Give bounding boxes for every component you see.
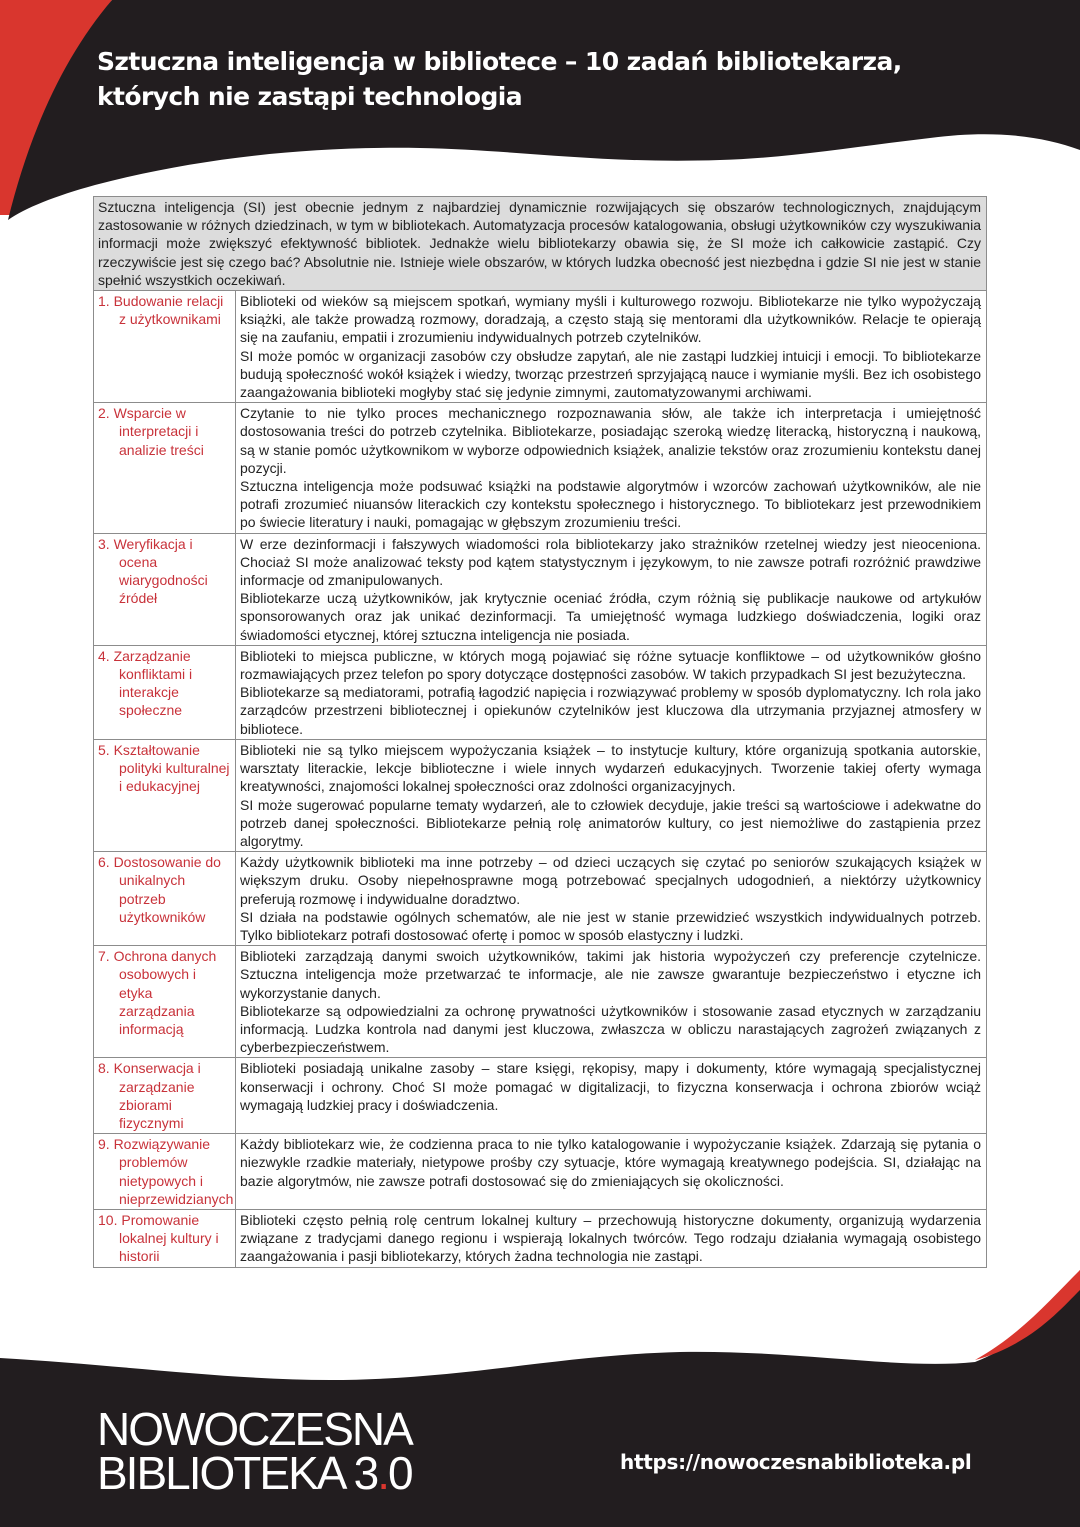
task-description-cell: [236, 852, 987, 946]
logo-dot: .: [377, 1447, 389, 1499]
task-paragraph: Każdy użytkownik biblioteki ma inne potrzeby – od dzieci uczących się czytać po seniorów szukających książek w większym druku. Osoby niepełnosprawne mogą potrzebować specjalnych udogodnień, a niektórzy użytkownicy preferują rozmowę i indywidualne doradztwo.: [240, 854, 981, 907]
table-row: [94, 1134, 987, 1210]
table-row: [94, 291, 987, 403]
task-title: 1. Budowanie relacji z użytkownikami: [98, 293, 224, 328]
intro-row: [94, 197, 987, 291]
table-row: [94, 403, 987, 533]
task-paragraph: Biblioteki to miejsca publiczne, w których mogą pojawiać się różne sytuacje konfliktowe – od użytkowników głośno rozmawiających przez telefon po spory dotyczące dostępności zasobów. W takich przypadkach SI jest bezużyteczna.: [240, 647, 981, 683]
task-title: 9. Rozwiązywanie problemów nietypowych i nieprzewidzianych: [98, 1136, 234, 1207]
table-row: [94, 852, 987, 946]
intro-text: Sztuczna inteligencja (SI) jest obecnie jednym z najbardziej dynamicznie rozwijających się obszarów technologicznych, znajdującym zastosowanie w różnych dziedzinach, w tym w bibliotekach. Automatyzacja procesów katalogowania, obsługi użytkowników czy wyszukiwania informacji może zwiększyć efektywność bibliotek. Jednakże wielu bibliotekarzy obawia się, że SI może ich całkowicie zastąpić. Czy rzeczywiście jest się czego bać? Absolutnie nie. Istnieje wiele obszarów, w których ludzka obecność jest niezbędna i gdzie SI nie jest w stanie spełnić wszystkich oczekiwań.: [94, 197, 987, 291]
task-paragraph: Sztuczna inteligencja może podsuwać książki na podstawie algorytmów i wzorców zachowań użytkowników, ale nie potrafi zrozumieć niuansów literackich czy kontekstu społecznego i historycznego. To bibliotekarz jest przewodnikiem po świecie literatury i nauki, pomagając w głębszym zrozumieniu treści.: [240, 478, 981, 531]
task-title: 2. Wsparcie w interpretacji i analizie treści: [98, 405, 204, 458]
task-title-cell: [94, 533, 236, 645]
table-row: [94, 1058, 987, 1134]
table-row: [94, 1209, 987, 1267]
logo-line-1: NOWOCZESNA: [97, 1403, 412, 1455]
task-paragraph: Biblioteki nie są tylko miejscem wypożyczania książek – to instytucje kultury, które organizują spotkania autorskie, warsztaty literackie, lekcje biblioteczne i wiele innych wydarzeń edukacyjnych. Tworzenie takiej oferty wymaga kreatywności, znajomości lokalnej społeczności oraz zdolności organizacyjnych.: [240, 741, 981, 795]
task-title: 10. Promowanie lokalnej kultury i historii: [98, 1211, 219, 1265]
logo-line-2-text: BIBLIOTEKA 3: [97, 1447, 378, 1499]
task-paragraph: Biblioteki od wieków są miejscem spotkań, wymiany myśli i kulturowego rozwoju. Bibliotekarze nie tylko wypożyczają książki, ale także prowadzą rozmowy, doradzają, a często stają się mentorami dla użytkowników. Relacje te opierają się na zaufaniu, empatii i zrozumieniu indywidualnych potrzeb czytelników.: [240, 293, 981, 346]
task-description-cell: [236, 291, 987, 403]
task-title-cell: [94, 946, 236, 1058]
task-title-cell: [94, 1134, 236, 1210]
task-title-cell: [94, 1209, 236, 1267]
task-paragraph: Biblioteki zarządzają danymi swoich użytkowników, takimi jak historia wypożyczeń czy preferencje czytelnicze. Sztuczna inteligencja może przetwarzać te informacje, ale nie zawsze gwarantuje bezpieczeństwo i etyczne ich wykorzystanie danych.: [240, 948, 981, 1001]
task-title-cell: [94, 645, 236, 739]
task-paragraph: W erze dezinformacji i fałszywych wiadomości rola bibliotekarzy jako strażników rzetelnej wiedzy jest nieoceniona. Chociaż SI może analizować teksty pod kątem statystycznym i językowym, to nie zawsze potrafi rozróżnić prawdziwe informacje od zmanipulowanych.: [240, 535, 981, 589]
task-description-cell: [236, 1209, 987, 1267]
task-title-cell: [94, 852, 236, 946]
task-title: 7. Ochrona danych osobowych i etyka zarządzania informacją: [98, 948, 217, 1037]
task-title: 4. Zarządzanie konfliktami i interakcje społeczne: [98, 647, 193, 719]
task-description-cell: [236, 533, 987, 645]
task-description-cell: [236, 645, 987, 739]
task-title-cell: [94, 739, 236, 851]
task-description-cell: [236, 1134, 987, 1210]
task-paragraph: SI może pomóc w organizacji zasobów czy obsłudze zapytań, ale nie zastąpi ludzkiej intuicji i emocji. To bibliotekarze budują społeczność wokół książek i wiedzy, tworząc przestrzeń sprzyjającą nauce i wymianie myśli. Bez ich osobistego zaangażowania biblioteki mogłyby stać się jedynie zimnymi, zautomatyzowanymi archiwami.: [240, 347, 981, 401]
task-title-cell: [94, 403, 236, 533]
logo-line-2-end: 0: [388, 1447, 412, 1499]
task-title-cell: [94, 1058, 236, 1134]
task-description-cell: [236, 403, 987, 533]
logo-line-2: [97, 1447, 412, 1499]
task-description-cell: [236, 739, 987, 851]
page-title-line-1: Sztuczna inteligencja w bibliotece – 10 zadań bibliotekarza,: [97, 47, 902, 76]
task-description-cell: [236, 1058, 987, 1134]
table-row: [94, 533, 987, 645]
task-paragraph: Każdy bibliotekarz wie, że codzienna praca to nie tylko katalogowanie i wypożyczanie książek. Zdarzają się pytania o niezwykle rzadkie materiały, nietypowe prośby czy sytuacje, które wymagają kreatywnego podejścia. SI, działając na bazie algorytmów, nie zawsze potrafi dostosować się do zmieniających się okoliczności.: [240, 1136, 981, 1189]
task-title: 3. Weryfikacja i ocena wiarygodności źródeł: [98, 535, 208, 607]
task-paragraph: Czytanie to nie tylko proces mechanicznego rozpoznawania słów, ale także ich interpretacja i umiejętność dostosowania treści do potrzeb czytelnika. Bibliotekarze, posiadając szeroką wiedzę literacką, historyczną i naukową, są w stanie pomóc użytkownikom w wyborze odpowiednich książek, analizie tekstów oraz zrozumieniu kontekstu danej pozycji.: [240, 405, 981, 476]
task-description-cell: [236, 946, 987, 1058]
tasks-table: [93, 196, 987, 1268]
logo: [97, 1403, 412, 1499]
task-paragraph: SI może sugerować popularne tematy wydarzeń, ale to człowiek decyduje, jakie treści są wartościowe i adekwatne do potrzeb danej społeczności. Bibliotekarze pełnią rolę animatorów kultury, co jest niemożliwe do zastąpienia przez algorytmy.: [240, 796, 981, 849]
task-paragraph: SI działa na podstawie ogólnych schematów, ale nie jest w stanie przewidzieć wszystkich indywidualnych potrzeb. Tylko bibliotekarz potrafi dostosować ofertę i pomoc w sposób elastyczny i ludzki.: [240, 908, 981, 943]
task-title: 8. Konserwacja i zarządzanie zbiorami fizycznymi: [98, 1060, 201, 1131]
task-title-cell: [94, 291, 236, 403]
page-title-line-2: których nie zastąpi technologia: [97, 82, 522, 111]
task-paragraph: Bibliotekarze uczą użytkowników, jak krytycznie oceniać źródła, czym różnią się publikacje naukowe od artykułów sponsorowanych oraz jak unikać dezinformacji. Ta umiejętność wymaga ludzkiego doświadczenia, logiki oraz świadomości etycznej, której sztuczna inteligencja nie posiada.: [240, 590, 981, 643]
website-link[interactable]: https://nowoczesnabiblioteka.pl: [620, 1450, 972, 1474]
task-title: 6. Dostosowanie do unikalnych potrzeb użytkowników: [98, 854, 221, 925]
table-row: [94, 645, 987, 739]
task-title: 5. Kształtowanie polityki kulturalnej i edukacyjnej: [98, 741, 230, 795]
task-paragraph: Bibliotekarze są odpowiedzialni za ochronę prywatności użytkowników i stosowanie zasad etycznych w zarządzaniu informacją. Ludzka kontrola nad danymi jest kluczowa, zwłaszcza w obliczu narastających zagrożeń związanych z cyberbezpieczeństwem.: [240, 1002, 981, 1056]
table-row: [94, 739, 987, 851]
page-title: [97, 44, 997, 114]
task-paragraph: Biblioteki często pełnią rolę centrum lokalnej kultury – przechowują historyczne dokumenty, organizują wydarzenia związane z tradycjami danego regionu i wspierają lokalnych twórców. Tego rodzaju działania wymagają osobistego zaangażowania i pasji bibliotekarzy, których żadna technologia nie zastąpi.: [240, 1211, 981, 1265]
table-row: [94, 946, 987, 1058]
task-paragraph: Biblioteki posiadają unikalne zasoby – stare księgi, rękopisy, mapy i dokumenty, które wymagają specjalistycznej konserwacji i ochrony. Choć SI może pomagać w digitalizacji, to fizyczna konserwacja i ochrona zbiorów wciąż wymagają ludzkiej pracy i doświadczenia.: [240, 1060, 981, 1113]
task-paragraph: Bibliotekarze są mediatorami, potrafią łagodzić napięcia i rozwiązywać problemy w sposób dyplomatyczny. Ich rola jako zarządców przestrzeni bibliotecznej i opiekunów czytelników jest kluczowa dla utrzymania przyjaznej atmosfery w bibliotece.: [240, 684, 981, 737]
